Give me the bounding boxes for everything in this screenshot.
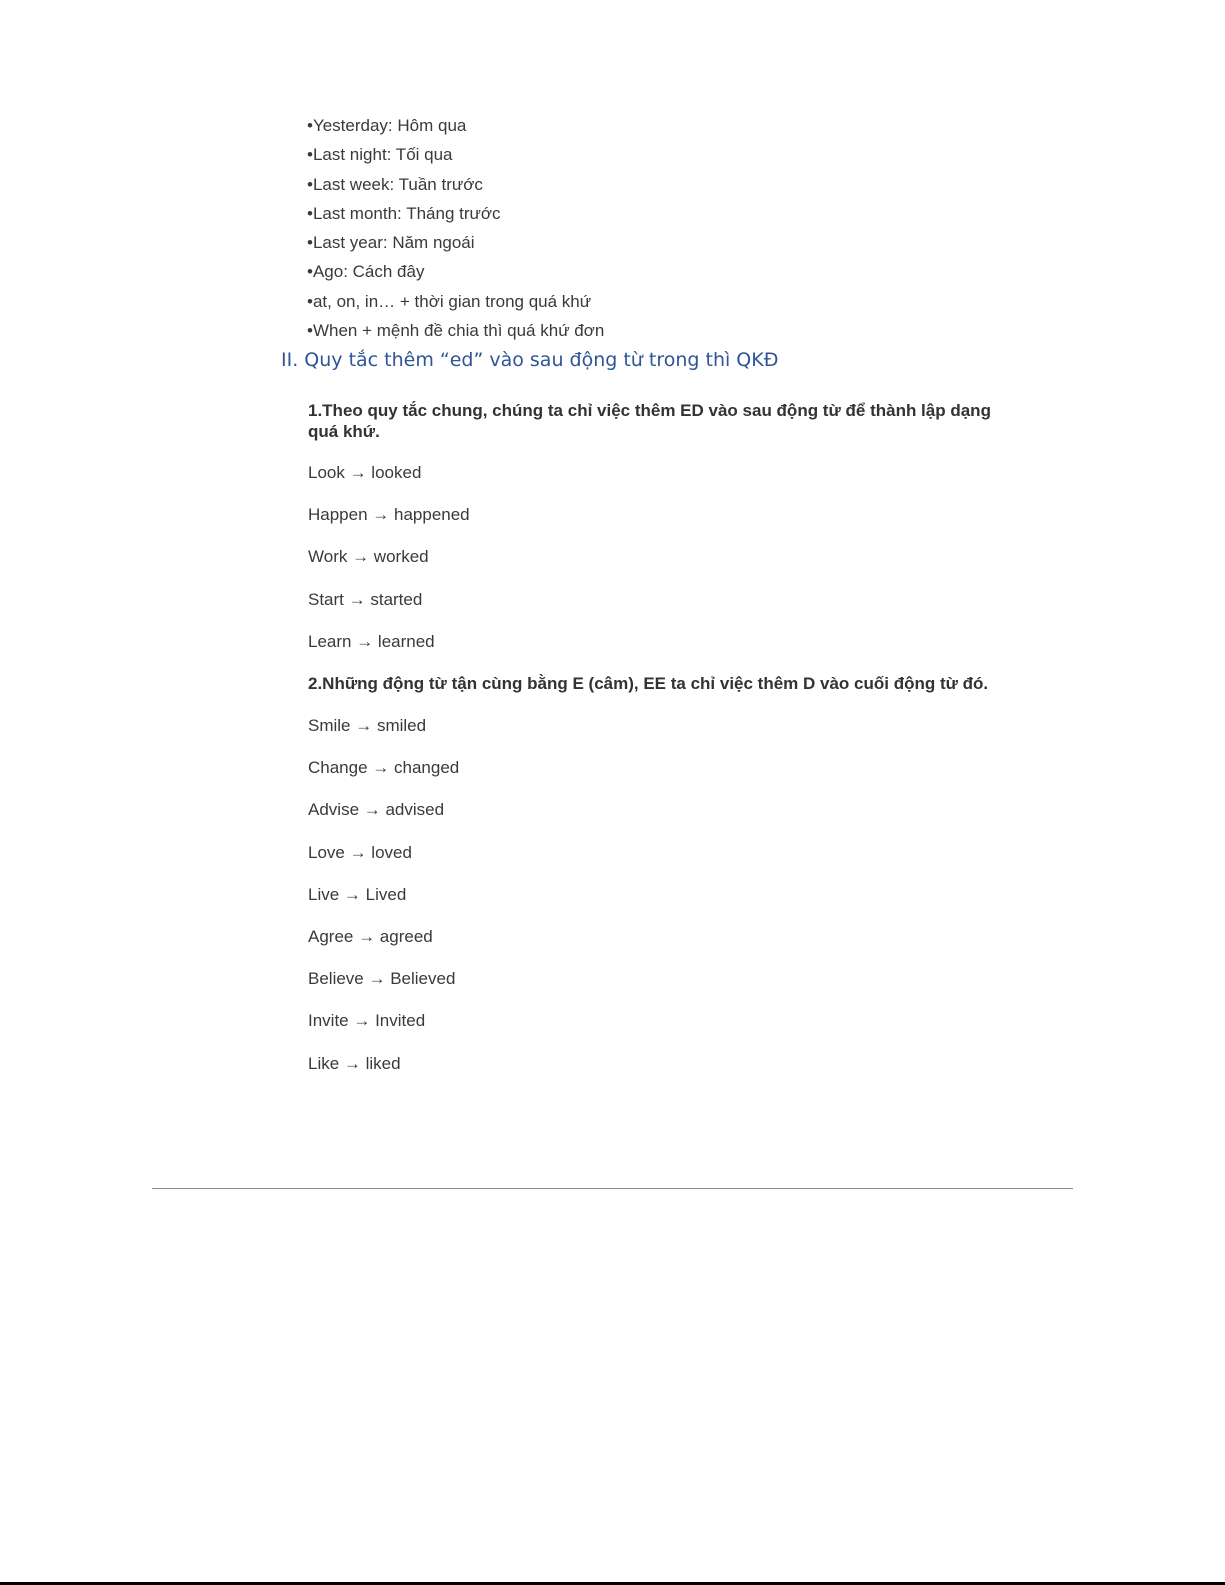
rule-2-text: 2.Những động từ tận cùng bằng E (câm), EE ta chỉ việc thêm D vào cuối động từ đó. [308,674,989,693]
list-item: •Last month: Tháng trước [307,203,501,223]
list-item: Love → loved [308,842,412,862]
list-item: Believe → Believed [308,969,456,989]
list-item: •Last year: Năm ngoái [307,233,475,253]
list-item: •Yesterday: Hôm qua [307,116,467,135]
list-item: Work → worked [308,547,429,567]
list-item: Smile → smiled [308,716,427,735]
list-item: Advise → advised [308,800,445,820]
list-item: •Ago: Cách đây [307,262,425,282]
section-heading: II. Quy tắc thêm “ed” vào sau động từ trong thì QKĐ [281,349,779,371]
list-item: Change → changed [308,758,460,778]
rule-1-examples [308,463,470,674]
list-item: •Last week: Tuần trước [307,174,483,194]
list-item: •at, on, in… + thời gian trong quá khứ [307,291,592,311]
footer-divider [152,1188,1073,1189]
time-expression-list [307,111,604,345]
list-item: Like → liked [308,1053,401,1073]
list-item: Agree → agreed [308,926,433,946]
list-item: •When + mệnh đề chia thì quá khứ đơn [307,321,605,341]
rule-1-text: 1.Theo quy tắc chung, chúng ta chỉ việc thêm ED vào sau động từ để thành lập dạng quá khứ. [308,401,991,441]
rule-2-examples [308,716,459,1096]
list-item: Happen → happened [308,505,470,525]
list-item: Invite → Invited [308,1011,426,1031]
list-item: Learn → learned [308,631,435,651]
list-item: •Last night: Tối qua [307,145,453,165]
list-item: Start → started [308,589,423,609]
list-item: Look → looked [308,463,422,482]
list-item: Live → Lived [308,884,407,904]
